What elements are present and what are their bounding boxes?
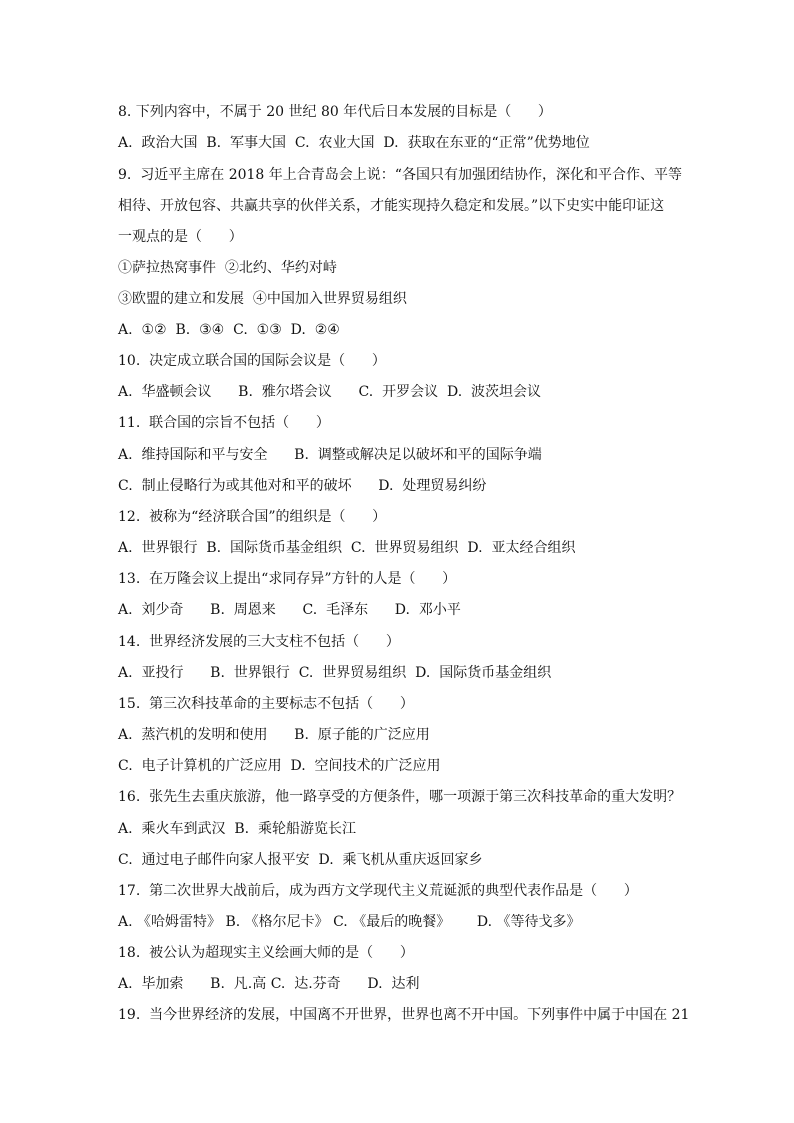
text-line: ③欧盟的建立和发展 ④中国加入世界贸易组织 <box>118 291 407 307</box>
text-line: 9. 习近平主席在 2018 年上合青岛会上说：“各国只有加强团结协作，深化和平合作、平等 <box>118 167 682 183</box>
text-line: A. 刘少奇 B. 周恩来 C. 毛泽东 D. 邓小平 <box>118 602 461 618</box>
text-line: 19. 当今世界经济的发展，中国离不开世界，世界也离不开中国。下列事件中属于中国在 21 <box>118 1007 690 1023</box>
text-line: C. 制止侵略行为或其他对和平的破坏 D. 处理贸易纠纷 <box>118 478 487 494</box>
text-line: 14. 世界经济发展的三大支柱不包括（ ） <box>118 634 400 650</box>
text-line: 11. 联合国的宗旨不包括（ ） <box>118 415 330 431</box>
text-line: A. 世界银行 B. 国际货币基金组织 C. 世界贸易组织 D. 亚太经合组织 <box>118 540 576 556</box>
text-line: 8. 下列内容中，不属于 20 世纪 80 年代后日本发展的目标是（ ） <box>118 104 552 120</box>
text-line: 18. 被公认为超现实主义绘画大师的是（ ） <box>118 945 414 961</box>
text-line: A. 毕加索 B. 凡.高 C. 达.芬奇 D. 达利 <box>118 976 420 992</box>
text-line: A. 亚投行 B. 世界银行 C. 世界贸易组织 D. 国际货币基金组织 <box>118 665 552 681</box>
text-line: 15. 第三次科技革命的主要标志不包括（ ） <box>118 696 414 712</box>
text-line: ①萨拉热窝事件 ②北约、华约对峙 <box>118 260 337 276</box>
text-line: A. 华盛顿会议 B. 雅尔塔会议 C. 开罗会议 D. 波茨坦会议 <box>118 384 542 400</box>
text-line: 16. 张先生去重庆旅游，他一路享受的方便条件，哪一项源于第三次科技革命的重大发明？ <box>118 789 682 805</box>
text-line: A. 乘火车到武汉 B. 乘轮船游览长江 <box>118 821 356 837</box>
text-line: 17. 第二次世界大战前后，成为西方文学现代主义荒诞派的典型代表作品是（ ） <box>118 883 638 899</box>
text-line: A. ①② B. ③④ C. ①③ D. ②④ <box>118 322 340 338</box>
text-line: A. 蒸汽机的发明和使用 B. 原子能的广泛应用 <box>118 727 430 743</box>
text-line: 10. 决定成立联合国的国际会议是（ ） <box>118 353 386 369</box>
text-line: 13. 在万隆会议上提出“求同存异”方针的人是（ ） <box>118 571 457 587</box>
text-line: C. 电子计算机的广泛应用 D. 空间技术的广泛应用 <box>118 758 441 774</box>
text-line: A. 维持国际和平与安全 B. 调整或解决足以破坏和平的国际争端 <box>118 447 542 463</box>
text-line: 12. 被称为“经济联合国”的组织是（ ） <box>118 509 387 525</box>
text-line: A. 《哈姆雷特》 B. 《格尔尼卡》 C. 《最后的晚餐》 D. 《等待戈多》 <box>118 914 581 930</box>
text-line: C. 通过电子邮件向家人报平安 D. 乘飞机从重庆返回家乡 <box>118 852 483 868</box>
text-line: A. 政治大国 B. 军事大国 C. 农业大国 D. 获取在东亚的“正常”优势地位 <box>118 135 590 151</box>
text-line: 一观点的是（ ） <box>118 229 243 245</box>
text-line: 相待、开放包容、共赢共享的伙伴关系，才能实现持久稳定和发展。”以下史实中能印证这 <box>118 198 665 214</box>
